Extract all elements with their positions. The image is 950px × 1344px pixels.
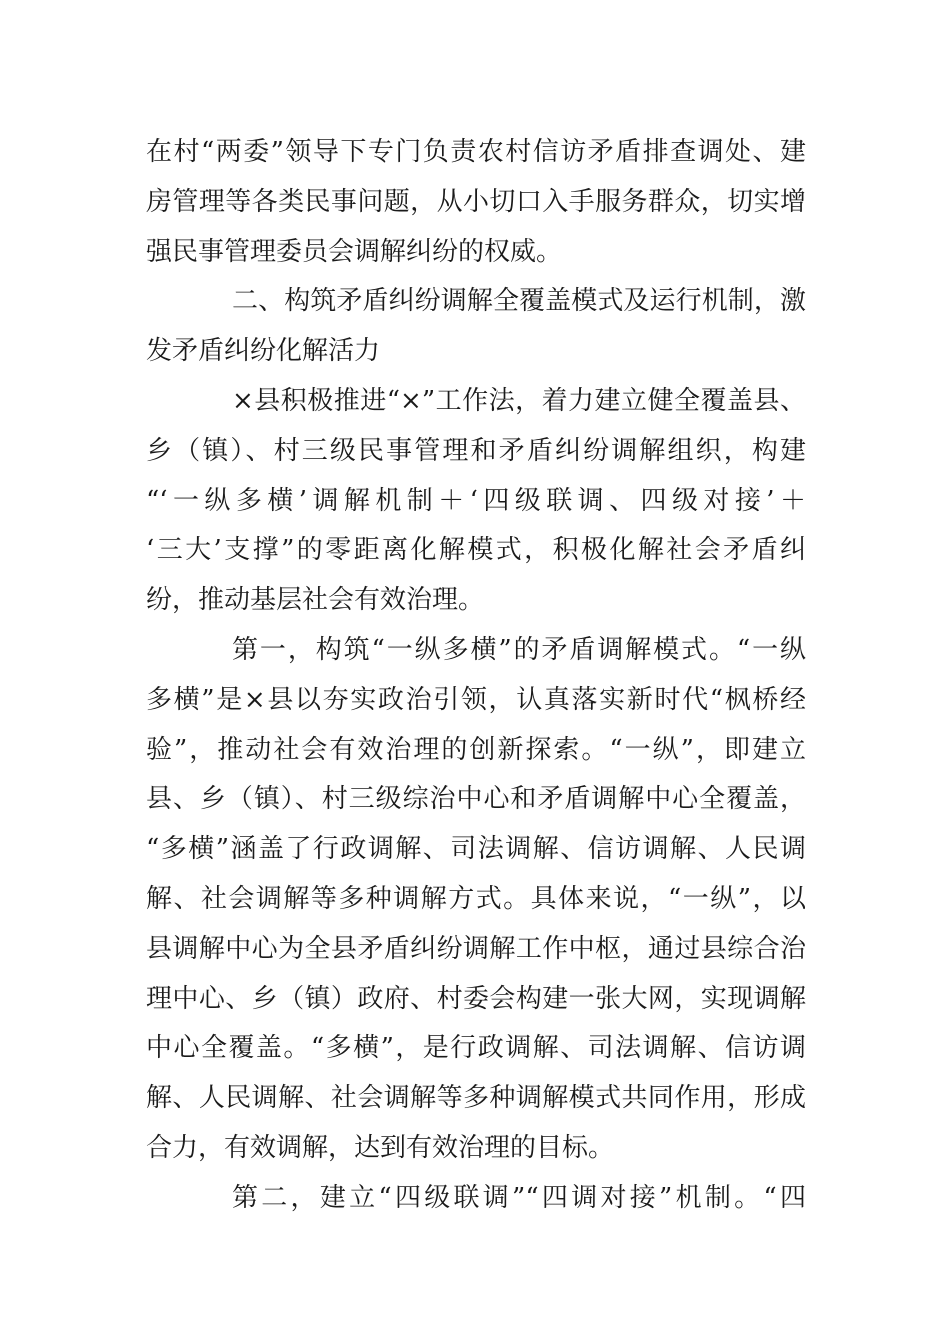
text-line: 合力，有效调解，达到有效治理的目标。 bbox=[146, 1132, 615, 1163]
text-line: 县、乡（镇）、村三级综治中心和矛盾调解中心全覆盖， bbox=[146, 784, 806, 815]
document-body bbox=[146, 128, 806, 1224]
text-line: 第一，构筑“一纵多横”的矛盾调解模式。“一纵 bbox=[232, 634, 806, 665]
text-line: 第二，建立“四级联调”“四调对接”机制。“四 bbox=[232, 1182, 806, 1213]
section-heading-line: 二、构筑矛盾纠纷调解全覆盖模式及运行机制，激 bbox=[232, 286, 806, 317]
section-heading-line: 发矛盾纠纷化解活力 bbox=[146, 336, 381, 367]
text-line: 在村“两委”领导下专门负责农村信访矛盾排查调处、建 bbox=[146, 137, 806, 167]
text-line: 房管理等各类民事问题，从小切口入手服务群众，切实增 bbox=[146, 186, 806, 217]
text-line: 验”，推动社会有效治理的创新探索。“一纵”，即建立 bbox=[146, 734, 806, 765]
text-line: 县调解中心为全县矛盾纠纷调解工作中枢，通过县综合治 bbox=[146, 933, 806, 964]
text-line: 中心全覆盖。“多横”，是行政调解、司法调解、信访调 bbox=[146, 1033, 806, 1064]
text-line: 强民事管理委员会调解纠纷的权威。 bbox=[146, 236, 563, 267]
text-line: 纷，推动基层社会有效治理。 bbox=[146, 585, 485, 616]
text-line: 解、人民调解、社会调解等多种调解模式共同作用，形成 bbox=[146, 1083, 806, 1114]
text-line: ×县积极推进“×”工作法，着力建立健全覆盖县、 bbox=[232, 385, 806, 416]
text-line: 解、社会调解等多种调解方式。具体来说，“一纵”，以 bbox=[146, 883, 806, 914]
text-line: “多横”涵盖了行政调解、司法调解、信访调解、人民调 bbox=[146, 834, 806, 865]
text-line: “‘一纵多横’调解机制＋‘四级联调、四级对接’＋ bbox=[146, 485, 806, 516]
text-line: 理中心、乡（镇）政府、村委会构建一张大网，实现调解 bbox=[146, 983, 806, 1014]
text-line: 多横”是×县以夯实政治引领，认真落实新时代“枫桥经 bbox=[146, 684, 806, 715]
text-line: ‘三大’支撑”的零距离化解模式，积极化解社会矛盾纠 bbox=[146, 535, 806, 566]
text-line: 乡（镇）、村三级民事管理和矛盾纠纷调解组织，构建 bbox=[146, 435, 806, 466]
